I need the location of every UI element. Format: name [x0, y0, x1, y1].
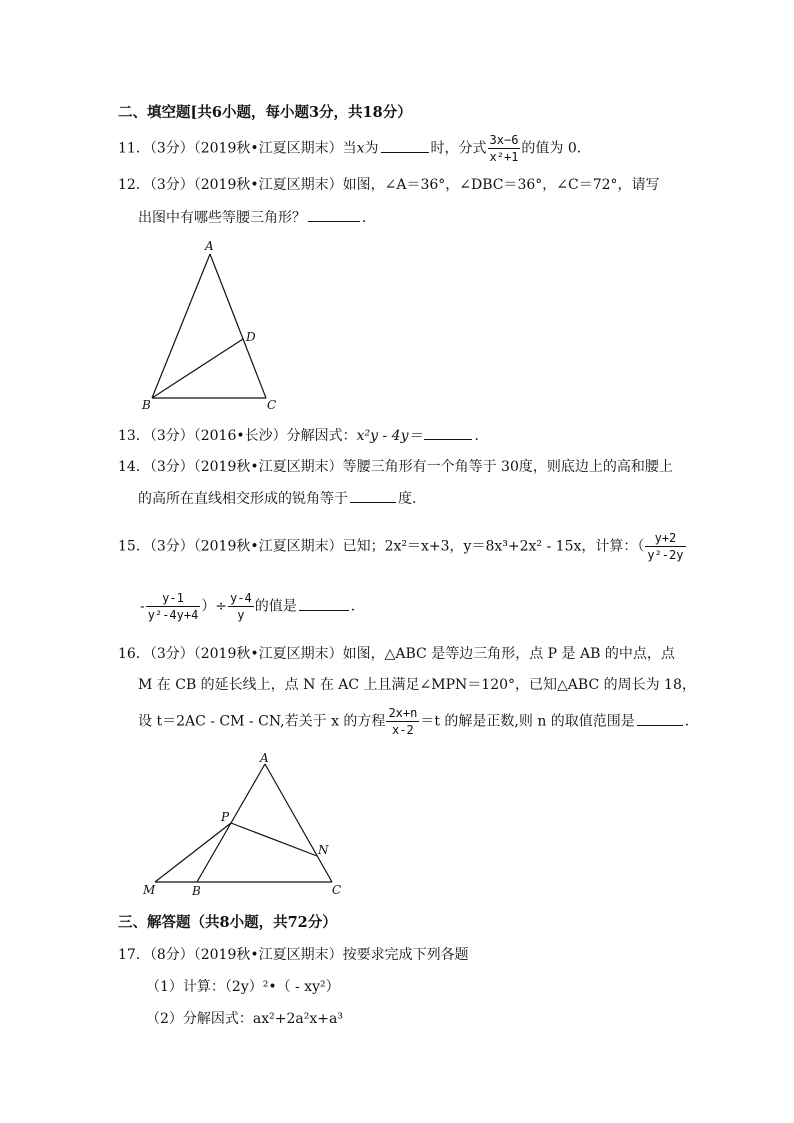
triangle-figure-2	[135, 750, 355, 900]
segment-ac	[210, 254, 266, 398]
question-12-line1: 12．（3分）（2019秋•江夏区期末）如图，∠A＝36°，∠DBC＝36°，∠C＝72°，请写	[118, 177, 660, 193]
fraction: $\frac{y+2}{\text{y²-2y}}$	[647, 531, 684, 562]
answer-blank[interactable]	[637, 711, 683, 726]
answer-blank[interactable]	[308, 207, 360, 222]
question-11: 11．（3分）（2019秋•江夏区期末）当x为 时，分式 $\frac{3x-6}{\text{x²+1}}$ 的值为 0．	[118, 133, 591, 164]
segment-pn	[231, 823, 317, 856]
label-d: D	[246, 330, 256, 344]
segment-mp	[155, 823, 231, 882]
label-b: B	[192, 884, 201, 898]
question-17-sub1: （1）计算：（2y）²•（ - xy²）	[146, 979, 340, 995]
question-15-line2: - $\frac{y-1}{\text{y²-4y+4}}$ ）÷ $\frac{y-4}{y}$ 的值是 ．	[140, 591, 365, 622]
question-16-line3: 设 t＝2AC - CM - CN,若关于 x 的方程 $\frac{2x+n}{x-2}$ ＝t 的解是正数,则 n 的取值范围是 ．	[138, 706, 699, 737]
question-14-line1: 14．（3分）（2019秋•江夏区期末）等腰三角形有一个角等于 30度，则底边上的高和腰上	[118, 459, 673, 475]
label-c: C	[267, 398, 277, 412]
label-c: C	[332, 883, 342, 897]
fraction: $\frac{y-4}{y}$	[230, 591, 252, 622]
segment-ab	[152, 254, 210, 398]
fraction: $\frac{y-1}{\text{y²-4y+4}}$	[147, 591, 199, 622]
answer-blank[interactable]	[299, 596, 349, 611]
question-13: 13．（3分）（2016•长沙）分解因式：x²y - 4y＝ ．	[118, 425, 488, 446]
question-16-line1: 16．（3分）（2019秋•江夏区期末）如图，△ABC 是等边三角形，点 P 是 AB 的中点，点	[118, 646, 675, 662]
question-12-line2: 出图中有哪些等腰三角形？ ．	[138, 207, 376, 228]
label-a: A	[205, 239, 214, 253]
label-b: B	[142, 398, 151, 412]
question-17-line1: 17．（8分）（2019秋•江夏区期末）按要求完成下列各题	[118, 947, 469, 963]
section-3-title: 三、解答题（共8小题，共72分）	[118, 914, 337, 931]
label-a: A	[260, 751, 269, 765]
answer-blank[interactable]	[350, 488, 396, 503]
section-2-title: 二、填空题[共6小题，每小题3分，共18分）	[118, 104, 412, 121]
question-14-line2: 的高所在直线相交形成的锐角等于 度．	[138, 488, 426, 509]
question-17-sub2: （2）分解因式：ax²+2a²x+a³	[146, 1011, 343, 1027]
question-16-line2: M 在 CB 的延长线上，点 N 在 AC 上且满足∠MPN＝120°，已知△ABC 的周长为 18，	[138, 677, 696, 693]
answer-blank[interactable]	[381, 138, 429, 153]
question-15-line1: 15．（3分）（2019秋•江夏区期末）已知；2x²＝x+3，y＝8x³+2x² - 15x，计算：（ $\frac{y+2}{\text{y²-2y}}$	[118, 531, 684, 562]
label-m: M	[143, 883, 156, 897]
fraction: $\frac{3x-6}{\text{x²+1}}$	[489, 133, 519, 164]
label-n: N	[318, 843, 329, 857]
triangle-figure-1	[130, 238, 300, 418]
segment-bd	[152, 339, 243, 398]
label-p: P	[221, 810, 230, 824]
fraction: $\frac{2x+n}{x-2}$	[388, 706, 418, 737]
answer-blank[interactable]	[424, 425, 472, 440]
segment-ac	[265, 764, 332, 882]
